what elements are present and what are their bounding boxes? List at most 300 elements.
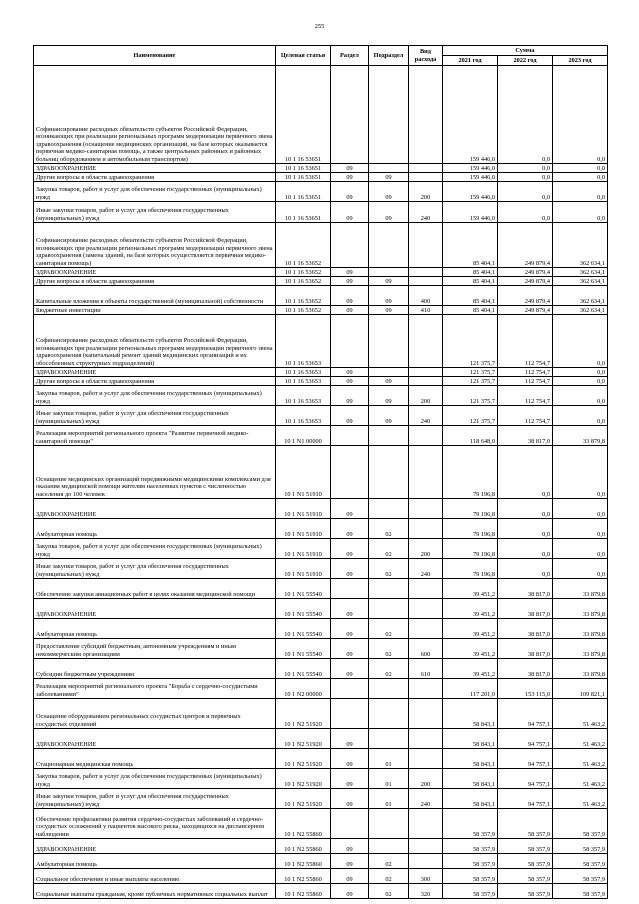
row-target-code: 10 1 16 53651	[276, 66, 331, 164]
row-target-code: 10 1 16 53653	[276, 406, 331, 426]
row-expense-type: 610	[409, 659, 443, 679]
row-section: 09	[331, 839, 369, 854]
row-name: Иные закупки товаров, работ и услуг для обеспечения государственных (муниципальных) нужд	[34, 559, 276, 579]
row-name: Бюджетные инвестиции	[34, 306, 276, 315]
row-sum-2022: 0,0	[498, 446, 553, 499]
row-expense-type	[409, 619, 443, 639]
header-year-2023: 2023 год	[553, 56, 608, 66]
row-expense-type	[409, 839, 443, 854]
row-expense-type: 320	[409, 884, 443, 899]
table-row	[34, 368, 608, 377]
row-sum-2021: 39 451,2	[443, 619, 498, 639]
row-expense-type: 240	[409, 406, 443, 426]
row-subsection: 02	[369, 559, 409, 579]
row-name: Амбулаторная помощь	[34, 619, 276, 639]
row-expense-type: 200	[409, 386, 443, 406]
row-sum-2023: 0,0	[553, 202, 608, 223]
row-sum-2022: 249 879,4	[498, 223, 553, 268]
row-sum-2021: 58 843,1	[443, 789, 498, 809]
row-sum-2022: 0,0	[498, 202, 553, 223]
row-expense-type	[409, 679, 443, 699]
row-sum-2023: 0,0	[553, 519, 608, 539]
table-row	[34, 869, 608, 884]
row-target-code: 10 1 N2 55860	[276, 854, 331, 869]
table-row	[34, 679, 608, 699]
row-target-code: 10 1 16 53651	[276, 173, 331, 182]
table-row	[34, 66, 608, 164]
row-name: Оснащение медицинских организаций передвижными медицинскими комплексами для оказания медицинской помощи жителям населенных пунктов с численностью населения до 100 человек	[34, 446, 276, 499]
row-sum-2022: 94 757,1	[498, 749, 553, 769]
row-section	[331, 426, 369, 446]
row-subsection: 09	[369, 377, 409, 386]
row-section: 09	[331, 377, 369, 386]
row-sum-2021: 121 375,7	[443, 315, 498, 368]
row-subsection: 09	[369, 386, 409, 406]
table-row	[34, 164, 608, 173]
row-sum-2023: 51 463,2	[553, 699, 608, 729]
row-section: 09	[331, 769, 369, 789]
row-sum-2023: 51 463,2	[553, 789, 608, 809]
row-expense-type	[409, 315, 443, 368]
row-target-code: 10 1 N1 51910	[276, 499, 331, 519]
header-target: Целевая статья	[276, 46, 331, 66]
row-target-code: 10 1 N2 55860	[276, 809, 331, 839]
row-subsection: 09	[369, 202, 409, 223]
row-section	[331, 446, 369, 499]
row-sum-2021: 58 357,9	[443, 869, 498, 884]
row-name: Амбулаторная помощь	[34, 854, 276, 869]
table-row	[34, 499, 608, 519]
row-subsection	[369, 729, 409, 749]
row-sum-2021: 79 196,8	[443, 519, 498, 539]
row-subsection	[369, 315, 409, 368]
row-sum-2023: 0,0	[553, 559, 608, 579]
row-sum-2022: 38 817,0	[498, 599, 553, 619]
row-sum-2022: 38 817,0	[498, 639, 553, 659]
row-sum-2021: 39 451,2	[443, 579, 498, 599]
row-sum-2023: 51 463,2	[553, 749, 608, 769]
row-target-code: 10 1 16 53651	[276, 164, 331, 173]
row-section: 09	[331, 854, 369, 869]
row-sum-2021: 159 446,0	[443, 66, 498, 164]
row-sum-2023: 362 634,1	[553, 286, 608, 306]
row-sum-2023: 33 879,8	[553, 619, 608, 639]
row-sum-2021: 85 404,1	[443, 277, 498, 286]
row-sum-2021: 58 843,1	[443, 699, 498, 729]
row-name: Другие вопросы в области здравоохранения	[34, 173, 276, 182]
row-sum-2022: 0,0	[498, 519, 553, 539]
row-section: 09	[331, 869, 369, 884]
row-sum-2022: 0,0	[498, 559, 553, 579]
row-target-code: 10 1 N1 55540	[276, 599, 331, 619]
header-name: Наименование	[34, 46, 276, 66]
row-expense-type	[409, 377, 443, 386]
row-sum-2022: 249 879,4	[498, 277, 553, 286]
row-sum-2021: 58 843,1	[443, 749, 498, 769]
row-sum-2022: 0,0	[498, 173, 553, 182]
table-row	[34, 839, 608, 854]
row-section: 09	[331, 619, 369, 639]
row-expense-type: 200	[409, 769, 443, 789]
row-sum-2023: 0,0	[553, 539, 608, 559]
row-sum-2021: 58 357,9	[443, 854, 498, 869]
table-row	[34, 639, 608, 659]
row-target-code: 10 1 16 53653	[276, 315, 331, 368]
row-section	[331, 809, 369, 839]
row-sum-2021: 85 404,1	[443, 306, 498, 315]
row-expense-type: 240	[409, 202, 443, 223]
row-sum-2021: 121 375,7	[443, 377, 498, 386]
row-target-code: 10 1 16 53652	[276, 268, 331, 277]
row-sum-2023: 0,0	[553, 173, 608, 182]
table-row	[34, 769, 608, 789]
table-row	[34, 306, 608, 315]
row-subsection: 02	[369, 854, 409, 869]
row-expense-type	[409, 579, 443, 599]
row-section	[331, 66, 369, 164]
row-sum-2021: 85 404,1	[443, 286, 498, 306]
row-sum-2022: 0,0	[498, 182, 553, 202]
row-section	[331, 579, 369, 599]
row-section: 09	[331, 368, 369, 377]
row-sum-2021: 79 196,8	[443, 559, 498, 579]
row-sum-2022: 58 357,9	[498, 869, 553, 884]
row-expense-type	[409, 519, 443, 539]
row-expense-type	[409, 368, 443, 377]
row-name: Закупка товаров, работ и услуг для обеспечения государственных (муниципальных) нужд	[34, 182, 276, 202]
table-row	[34, 426, 608, 446]
row-name: Софинансирование расходных обязательств субъектов Российской Федерации, возникающих при реализации региональных программ модернизации первичного звена здравоохранения (капитальный ремонт зданий медицинских организаций и их обособленных структурных подразделений)	[34, 315, 276, 368]
row-target-code: 10 1 N2 51920	[276, 789, 331, 809]
row-target-code: 10 1 16 53652	[276, 277, 331, 286]
row-name: ЗДРАВООХРАНЕНИЕ	[34, 164, 276, 173]
row-section	[331, 315, 369, 368]
row-expense-type	[409, 173, 443, 182]
row-sum-2023: 362 634,1	[553, 306, 608, 315]
row-subsection: 02	[369, 619, 409, 639]
table-row	[34, 559, 608, 579]
row-sum-2022: 94 757,1	[498, 699, 553, 729]
row-sum-2021: 121 375,7	[443, 386, 498, 406]
row-expense-type	[409, 599, 443, 619]
row-sum-2022: 112 754,7	[498, 377, 553, 386]
row-sum-2022: 94 757,1	[498, 769, 553, 789]
row-sum-2021: 39 451,2	[443, 599, 498, 619]
row-subsection	[369, 579, 409, 599]
row-sum-2023: 51 463,2	[553, 729, 608, 749]
row-name: ЗДРАВООХРАНЕНИЕ	[34, 599, 276, 619]
row-sum-2023: 0,0	[553, 377, 608, 386]
row-name: Стационарная медицинская помощь	[34, 749, 276, 769]
row-expense-type	[409, 66, 443, 164]
row-name: Предоставление субсидий бюджетным, автономным учреждениям и иным некоммерческим организациям	[34, 639, 276, 659]
table-row	[34, 519, 608, 539]
row-name: ЗДРАВООХРАНЕНИЕ	[34, 729, 276, 749]
row-sum-2021: 159 446,0	[443, 164, 498, 173]
table-row	[34, 286, 608, 306]
row-subsection: 09	[369, 277, 409, 286]
row-name: Закупка товаров, работ и услуг для обеспечения государственных (муниципальных) нужд	[34, 769, 276, 789]
header-section: Раздел	[331, 46, 369, 66]
row-subsection: 02	[369, 519, 409, 539]
row-expense-type	[409, 809, 443, 839]
row-expense-type: 240	[409, 789, 443, 809]
row-sum-2021: 121 375,7	[443, 368, 498, 377]
row-target-code: 10 1 N1 51910	[276, 559, 331, 579]
row-section: 09	[331, 789, 369, 809]
row-expense-type	[409, 854, 443, 869]
row-sum-2022: 58 357,9	[498, 854, 553, 869]
row-section: 09	[331, 406, 369, 426]
row-target-code: 10 1 16 53652	[276, 306, 331, 315]
row-sum-2023: 33 879,8	[553, 426, 608, 446]
row-name: Реализация мероприятий регионального проекта "Борьба с сердечно-сосудистыми заболеваниями"	[34, 679, 276, 699]
row-sum-2023: 58 357,9	[553, 839, 608, 854]
table-row	[34, 315, 608, 368]
table-row	[34, 854, 608, 869]
row-name: Обеспечение профилактики развития сердечно-сосудистых заболеваний и сердечно-сосудистых осложнений у пациентов высокого риска, находящихся на диспансерном наблюдении	[34, 809, 276, 839]
row-sum-2023: 0,0	[553, 446, 608, 499]
row-sum-2022: 0,0	[498, 539, 553, 559]
row-section: 09	[331, 202, 369, 223]
row-target-code: 10 1 N2 55860	[276, 869, 331, 884]
row-expense-type: 600	[409, 639, 443, 659]
row-sum-2023: 362 634,1	[553, 223, 608, 268]
row-sum-2022: 38 817,0	[498, 619, 553, 639]
row-sum-2021: 159 446,0	[443, 182, 498, 202]
row-section: 09	[331, 386, 369, 406]
row-subsection: 02	[369, 639, 409, 659]
row-subsection: 02	[369, 659, 409, 679]
row-sum-2021: 121 375,7	[443, 406, 498, 426]
row-expense-type	[409, 499, 443, 519]
table-row	[34, 659, 608, 679]
row-target-code: 10 1 N2 51920	[276, 729, 331, 749]
row-subsection	[369, 499, 409, 519]
row-subsection	[369, 446, 409, 499]
row-name: Иные закупки товаров, работ и услуг для обеспечения государственных (муниципальных) нужд	[34, 789, 276, 809]
row-section: 09	[331, 519, 369, 539]
row-sum-2023: 0,0	[553, 66, 608, 164]
row-section: 09	[331, 559, 369, 579]
row-sum-2022: 38 817,0	[498, 426, 553, 446]
row-section: 09	[331, 884, 369, 899]
row-section: 09	[331, 639, 369, 659]
row-sum-2021: 58 357,9	[443, 884, 498, 899]
row-sum-2023: 58 357,9	[553, 869, 608, 884]
row-subsection: 01	[369, 789, 409, 809]
header-year-2022: 2022 год	[498, 56, 553, 66]
row-subsection: 09	[369, 306, 409, 315]
row-sum-2022: 58 357,9	[498, 884, 553, 899]
row-sum-2022: 249 879,4	[498, 306, 553, 315]
table-row	[34, 809, 608, 839]
row-section: 09	[331, 173, 369, 182]
row-target-code: 10 1 N1 55540	[276, 579, 331, 599]
row-subsection: 09	[369, 286, 409, 306]
row-sum-2022: 112 754,7	[498, 386, 553, 406]
row-section: 09	[331, 306, 369, 315]
row-sum-2023: 0,0	[553, 315, 608, 368]
row-sum-2021: 159 446,0	[443, 202, 498, 223]
row-target-code: 10 1 16 53652	[276, 223, 331, 268]
table-row	[34, 579, 608, 599]
row-name: Социальное обеспечение и иные выплаты населению	[34, 869, 276, 884]
row-section: 09	[331, 286, 369, 306]
row-sum-2022: 249 879,4	[498, 286, 553, 306]
row-sum-2022: 153 115,0	[498, 679, 553, 699]
row-sum-2023: 33 879,8	[553, 599, 608, 619]
row-name: Иные закупки товаров, работ и услуг для обеспечения государственных (муниципальных) нужд	[34, 202, 276, 223]
row-name: Капитальные вложения в объекты государственной (муниципальной) собственности	[34, 286, 276, 306]
page-number: 255	[314, 23, 325, 30]
table-row	[34, 377, 608, 386]
row-sum-2023: 58 357,9	[553, 809, 608, 839]
row-section	[331, 679, 369, 699]
row-sum-2021: 39 451,2	[443, 659, 498, 679]
row-sum-2023: 0,0	[553, 406, 608, 426]
row-sum-2023: 362 634,1	[553, 277, 608, 286]
row-name: ЗДРАВООХРАНЕНИЕ	[34, 499, 276, 519]
row-expense-type	[409, 426, 443, 446]
row-section: 09	[331, 277, 369, 286]
row-target-code: 10 1 N1 51910	[276, 539, 331, 559]
table-row	[34, 386, 608, 406]
table-row	[34, 619, 608, 639]
row-sum-2022: 94 757,1	[498, 729, 553, 749]
row-expense-type	[409, 446, 443, 499]
header-subsection: Подраздел	[369, 46, 409, 66]
row-sum-2023: 33 879,8	[553, 659, 608, 679]
row-subsection	[369, 839, 409, 854]
row-target-code: 10 1 16 53653	[276, 368, 331, 377]
row-sum-2022: 0,0	[498, 499, 553, 519]
row-sum-2021: 58 843,1	[443, 729, 498, 749]
row-name: Софинансирование расходных обязательств субъектов Российской Федерации, возникающих при реализации региональных программ модернизации первичного звена здравоохранения (замена зданий, на базе которых осуществляется первичная медико-санитарная помощь)	[34, 223, 276, 268]
header-sum: Сумма	[443, 46, 608, 56]
table-row	[34, 277, 608, 286]
table-row	[34, 599, 608, 619]
row-section: 09	[331, 749, 369, 769]
row-subsection: 09	[369, 406, 409, 426]
row-expense-type	[409, 223, 443, 268]
row-section: 09	[331, 182, 369, 202]
row-sum-2022: 112 754,7	[498, 368, 553, 377]
table-row	[34, 789, 608, 809]
row-subsection	[369, 164, 409, 173]
row-target-code: 10 1 16 53653	[276, 386, 331, 406]
table-row	[34, 446, 608, 499]
row-section: 09	[331, 599, 369, 619]
row-sum-2021: 79 196,8	[443, 499, 498, 519]
row-sum-2021: 117 201,0	[443, 679, 498, 699]
row-sum-2021: 159 446,0	[443, 173, 498, 182]
table-row	[34, 182, 608, 202]
table-row	[34, 202, 608, 223]
table-row	[34, 699, 608, 729]
row-expense-type	[409, 699, 443, 729]
row-name: ЗДРАВООХРАНЕНИЕ	[34, 368, 276, 377]
row-target-code: 10 1 N1 55540	[276, 659, 331, 679]
row-sum-2023: 33 879,8	[553, 579, 608, 599]
row-sum-2021: 79 196,8	[443, 539, 498, 559]
row-sum-2023: 51 463,2	[553, 769, 608, 789]
row-expense-type: 200	[409, 182, 443, 202]
row-name: Обеспечение закупки авиационных работ в целях оказания медицинской помощи	[34, 579, 276, 599]
row-name: Социальные выплаты гражданам, кроме публичных нормативных социальных выплат	[34, 884, 276, 899]
row-subsection: 09	[369, 173, 409, 182]
row-expense-type: 200	[409, 539, 443, 559]
row-target-code: 10 1 N2 51920	[276, 699, 331, 729]
table-row	[34, 729, 608, 749]
row-sum-2022: 0,0	[498, 66, 553, 164]
row-subsection: 02	[369, 539, 409, 559]
budget-table	[33, 45, 608, 899]
row-section: 09	[331, 659, 369, 679]
row-target-code: 10 1 N2 55860	[276, 884, 331, 899]
row-target-code: 10 1 16 53651	[276, 202, 331, 223]
header-expense-type: Вид расхода	[409, 46, 443, 66]
row-target-code: 10 1 N2 51920	[276, 749, 331, 769]
row-expense-type	[409, 277, 443, 286]
row-subsection	[369, 368, 409, 377]
row-name: Другие вопросы в области здравоохранения	[34, 377, 276, 386]
row-sum-2021: 118 648,0	[443, 426, 498, 446]
row-subsection: 02	[369, 869, 409, 884]
row-expense-type	[409, 749, 443, 769]
row-expense-type	[409, 729, 443, 749]
row-expense-type: 300	[409, 869, 443, 884]
row-sum-2023: 362 634,1	[553, 268, 608, 277]
row-name: Софинансирование расходных обязательств субъектов Российской Федерации, возникающих при реализации региональных программ модернизации первичного звена здравоохранения (оснащение медицинских организаций, на базе которых оказывается первичная медико-санитарная помощь, а также центральных районных и районных больниц оборудованием и автомобильным транспортом)	[34, 66, 276, 164]
row-sum-2022: 0,0	[498, 164, 553, 173]
table-row	[34, 406, 608, 426]
row-section: 09	[331, 499, 369, 519]
row-sum-2023: 58 357,9	[553, 884, 608, 899]
row-name: Иные закупки товаров, работ и услуг для обеспечения государственных (муниципальных) нужд	[34, 406, 276, 426]
row-sum-2023: 0,0	[553, 164, 608, 173]
row-target-code: 10 1 N2 00000	[276, 679, 331, 699]
row-name: Оснащение оборудованием региональных сосудистых центров и первичных сосудистых отделений	[34, 699, 276, 729]
row-target-code: 10 1 N2 51920	[276, 769, 331, 789]
table-row	[34, 884, 608, 899]
row-expense-type: 400	[409, 286, 443, 306]
row-name: Другие вопросы в области здравоохранения	[34, 277, 276, 286]
row-sum-2023: 0,0	[553, 386, 608, 406]
table-header	[34, 46, 608, 66]
row-expense-type: 410	[409, 306, 443, 315]
row-section: 09	[331, 729, 369, 749]
row-sum-2021: 85 404,1	[443, 268, 498, 277]
table-row	[34, 749, 608, 769]
row-target-code: 10 1 16 53653	[276, 377, 331, 386]
row-target-code: 10 1 N1 00000	[276, 426, 331, 446]
row-sum-2023: 58 357,9	[553, 854, 608, 869]
row-name: Амбулаторная помощь	[34, 519, 276, 539]
row-name: Реализация мероприятий регионального проекта "Развитие первичной медико-санитарной помощи"	[34, 426, 276, 446]
row-subsection: 01	[369, 749, 409, 769]
row-name: ЗДРАВООХРАНЕНИЕ	[34, 268, 276, 277]
row-section: 09	[331, 268, 369, 277]
row-name: ЗДРАВООХРАНЕНИЕ	[34, 839, 276, 854]
row-subsection	[369, 599, 409, 619]
row-sum-2021: 79 196,8	[443, 446, 498, 499]
row-sum-2021: 58 357,9	[443, 839, 498, 854]
table-row	[34, 539, 608, 559]
row-target-code: 10 1 N1 51910	[276, 519, 331, 539]
row-section: 09	[331, 164, 369, 173]
row-subsection	[369, 268, 409, 277]
